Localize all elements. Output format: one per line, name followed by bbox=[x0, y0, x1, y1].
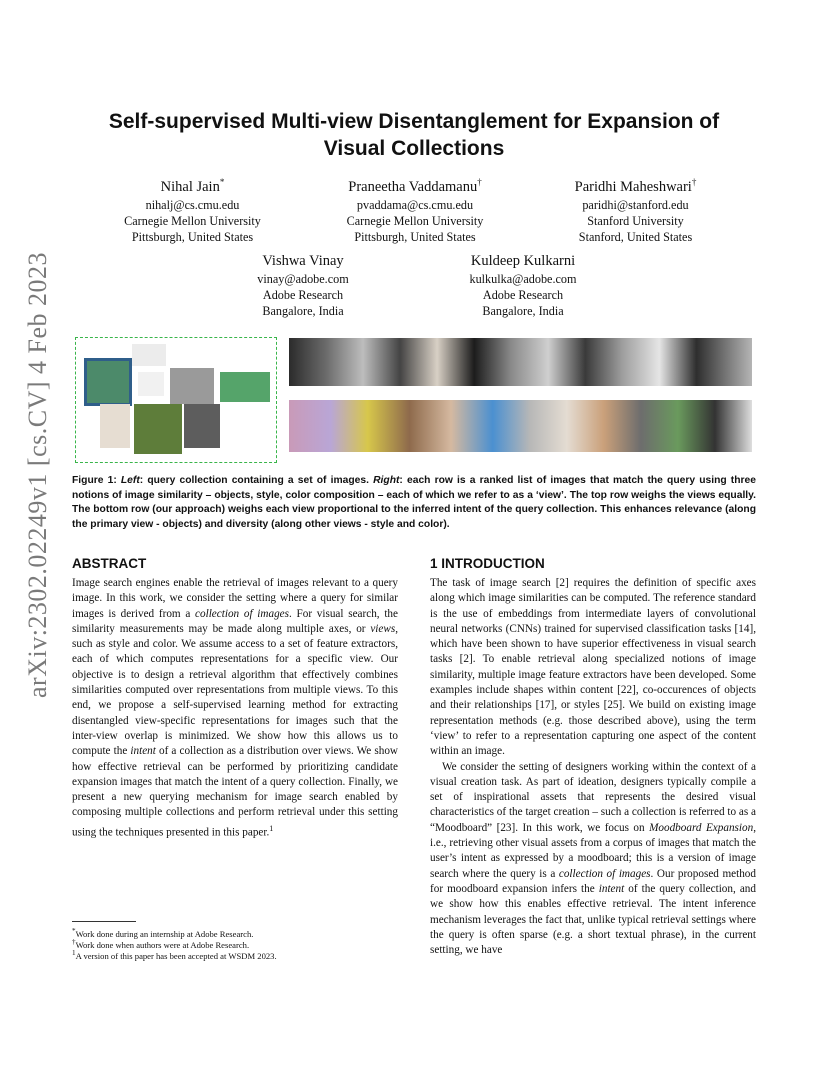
abstract-heading: ABSTRACT bbox=[72, 556, 147, 571]
footnote-mark: 1 bbox=[72, 949, 76, 957]
author-name: Praneetha Vaddamanu bbox=[348, 178, 478, 195]
footnote-mark: † bbox=[72, 938, 76, 946]
footnote-mark: 1 bbox=[269, 823, 274, 833]
abstract-text: , such as style and color. We assume access to a set of feature extractors, each of which computes representations for a specific view. Our objective is to design a retrieval algorithm that effectively combines similarities computed over representations from multiple views. To this end, we propose a self-supervised learning method for extracting disentangled view-specific representations for images such that the inter-view overlap is minimized. We show how this allows us to compute the bbox=[72, 622, 398, 758]
author-name: Kuldeep Kulkarni bbox=[470, 253, 576, 269]
author-location: Stanford, United States bbox=[578, 229, 693, 244]
footnote-text: A version of this paper has been accepted at WSDM 2023. bbox=[75, 950, 277, 961]
arxiv-id-text: arXiv:2302.02249v1 [cs.CV] 4 Feb 2023 bbox=[23, 251, 52, 699]
caption-left-label: Left bbox=[120, 475, 140, 486]
footnote-text: Work done during an internship at Adobe Research. bbox=[75, 928, 254, 939]
intro-emph: Moodboard Expansion bbox=[649, 821, 754, 834]
author-block bbox=[320, 172, 510, 245]
abstract-emph: collection of images bbox=[195, 607, 289, 620]
author-affiliation: Carnegie Mellon University bbox=[346, 213, 484, 228]
author-email: nihalj@cs.cmu.edu bbox=[145, 197, 240, 212]
intro-emph: intent bbox=[598, 882, 625, 895]
caption-label: Figure 1: bbox=[72, 475, 121, 486]
intro-emph: collection of images bbox=[558, 867, 651, 880]
caption-text: : each row is a ranked list of images that match the query using three notions of image similarity – objects, style, color composition – each of which we refer to as a ‘view’. The top row weighs the views equally. The bottom row (our approach) weighs each view proportional to the inferred intent of the query collection. This enhances relevance (along the primary view - objects) and diversity (along other views - style and color). bbox=[72, 475, 756, 530]
dog-painting bbox=[220, 372, 270, 402]
bottom-row-ranked-images bbox=[289, 400, 752, 452]
footnote-text: Work done when authors were at Adobe Research. bbox=[75, 939, 250, 950]
dog-sketch bbox=[132, 344, 166, 366]
author-location: Bangalore, India bbox=[262, 304, 344, 318]
intro-paragraph-2 bbox=[430, 760, 756, 959]
intro-heading: 1 INTRODUCTION bbox=[430, 556, 545, 571]
intro-text: of the query collection, and we show how this enables effective retrieval. The intent inference mechanism leverages the fact that, unlike typical retrieval settings where the query is often sparse (e.g. a short textual phrase), in the current setting, we have bbox=[430, 882, 756, 957]
intro-text: . Our proposed method for moodboard expansion infers the bbox=[430, 867, 756, 895]
top-row-ranked-images bbox=[289, 338, 752, 386]
figure-caption bbox=[72, 474, 756, 532]
caption-text: : query collection containing a set of images. bbox=[139, 475, 374, 486]
dog-photo bbox=[184, 404, 220, 448]
author-email: pvaddama@cs.cmu.edu bbox=[356, 197, 474, 212]
author-affiliation: Adobe Research bbox=[482, 288, 564, 302]
dog-photo bbox=[84, 358, 132, 406]
footnote-3 bbox=[72, 948, 277, 962]
author-location: Bangalore, India bbox=[482, 304, 564, 318]
abstract-text: of a collection as a distribution over views. We show how effective retrieval can be performed by prioritizing candidate expansion images that match the intent of a query collection. Finally, we present a new querying mechanism for image search enabled by composing multiple collections and perform retrieval under this setting using the techniques presented in this paper. bbox=[72, 745, 398, 839]
author-block bbox=[105, 172, 280, 245]
intro-text: We consider the setting of designers working within the context of a visual creation task. As part of ideation, designers typically compile a set of inspirational assets that represents the desired visual characteristics of the target creation – such a collection is referred to as a “Moodboard” [23]. In this work, we focus on bbox=[430, 760, 756, 834]
abstract-emph: views bbox=[370, 622, 396, 635]
author-email: kulkulka@adobe.com bbox=[469, 272, 577, 286]
footnote-rule bbox=[72, 921, 136, 922]
author-mark: † bbox=[691, 177, 697, 187]
abstract-text: Image search engines enable the retrieval of images relevant to a query image. In this work, we consider the setting where a query for similar images is derived from a bbox=[72, 577, 398, 620]
query-collection-box bbox=[75, 337, 277, 463]
title-line-2: Visual Collections bbox=[323, 137, 505, 160]
intro-paragraph-1: The task of image search [2] requires the definition of specific axes along which image similarities can be computed. The reference standard is the use of embeddings from intermediate layers of convolutional neural networks (CNNs) trained for supervised classification tasks [14], which have been shown to have superior effectiveness in visual search tasks [2]. To enable retrieval along specialized notions of image similarity, multiple image feature extractors have been developed. Some examples include shapes within content [22], co-occurences of objects and their relationships [17], or styles [25]. We build on existing image representation methods (e.g. those described above), using the term ‘view’ to refer to a representation capturing one aspect of the content within an image. bbox=[430, 577, 756, 758]
footnote-mark: * bbox=[72, 927, 76, 935]
author-block bbox=[448, 251, 598, 319]
title-line-1: Self-supervised Multi-view Disentanglement for Expansion of bbox=[108, 110, 720, 133]
author-affiliation: Stanford University bbox=[587, 213, 684, 228]
intro-text: , i.e., retrieving other visual assets from a corpus of images that match the user’s intent as expressed by a moodboard; this is a version of image search where the query is a bbox=[430, 821, 756, 880]
abstract-emph: intent bbox=[130, 745, 156, 758]
author-location: Pittsburgh, United States bbox=[354, 229, 476, 244]
author-name: Paridhi Maheshwari bbox=[574, 178, 692, 195]
dog-photo bbox=[100, 404, 130, 448]
author-email: vinay@adobe.com bbox=[257, 272, 349, 286]
author-name: Nihal Jain bbox=[160, 178, 220, 195]
dog-painting bbox=[134, 404, 182, 454]
author-name: Vishwa Vinay bbox=[262, 253, 344, 269]
dog-sketch bbox=[138, 372, 164, 396]
author-affiliation: Carnegie Mellon University bbox=[124, 213, 261, 228]
author-mark: * bbox=[219, 177, 225, 187]
author-affiliation: Adobe Research bbox=[262, 288, 344, 302]
abstract-body bbox=[72, 576, 398, 841]
dog-photo bbox=[170, 368, 214, 404]
author-email: paridhi@stanford.edu bbox=[582, 197, 689, 212]
author-mark: † bbox=[477, 177, 482, 187]
author-location: Pittsburgh, United States bbox=[131, 229, 254, 244]
caption-right-label: Right bbox=[373, 475, 400, 486]
author-block bbox=[548, 172, 723, 245]
intro-body bbox=[430, 576, 756, 958]
arxiv-identifier bbox=[0, 0, 70, 1072]
author-block bbox=[228, 251, 378, 319]
abstract-text: . For visual search, the similarity measurements may be made along multiple axes, or bbox=[72, 607, 398, 635]
paper-title bbox=[72, 108, 756, 162]
